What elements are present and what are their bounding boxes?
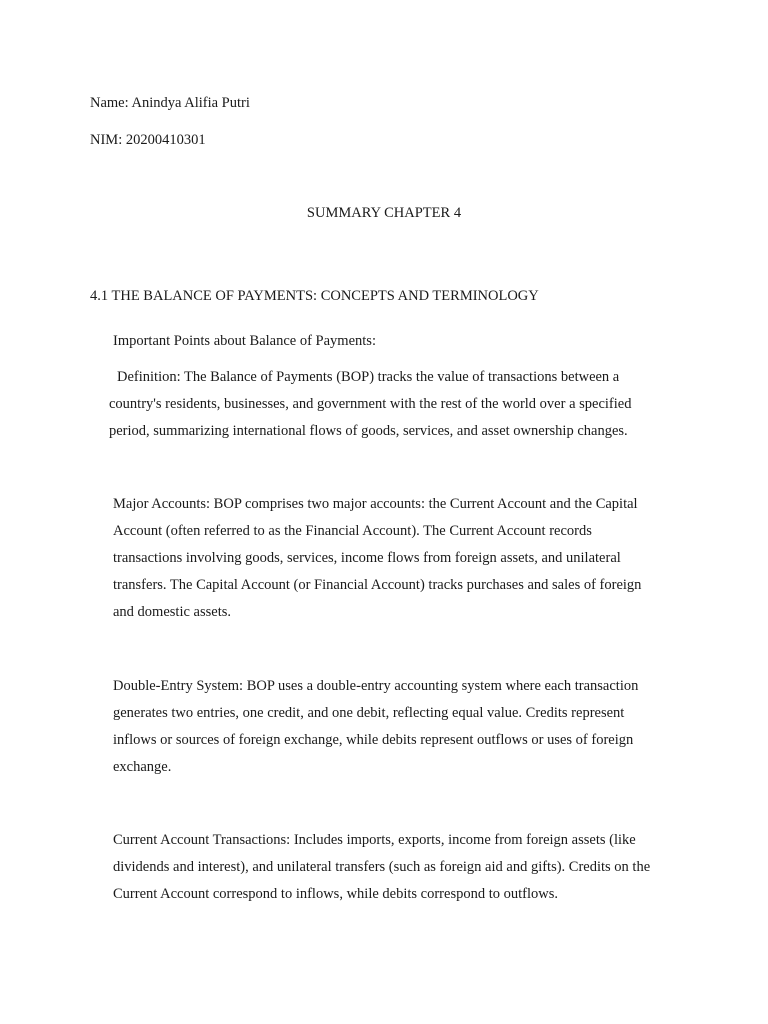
paragraph-line: inflows or sources of foreign exchange, while debits represent outflows or uses of foreign [113,732,634,748]
student-nim: NIM: 20200410301 [90,132,206,148]
section-heading: 4.1 THE BALANCE OF PAYMENTS: CONCEPTS AND TERMINOLOGY [90,288,539,304]
paragraph-line: generates two entries, one credit, and one debit, reflecting equal value. Credits represent [113,705,625,721]
paragraph-line: transfers. The Capital Account (or Financial Account) tracks purchases and sales of foreign [113,577,642,593]
paragraph-line: Account (often referred to as the Financial Account). The Current Account records [113,523,592,539]
paragraph-line: and domestic assets. [113,604,231,620]
paragraph-line: Current Account correspond to inflows, while debits correspond to outflows. [113,886,558,902]
paragraph-major-accounts [113,491,683,626]
document-title: SUMMARY CHAPTER 4 [306,205,462,221]
paragraph-line: Major Accounts: BOP comprises two major accounts: the Current Account and the Capital [113,496,638,512]
paragraph-current-account [113,827,683,908]
paragraph-double-entry [113,673,683,781]
paragraph-line: dividends and interest), and unilateral transfers (such as foreign aid and gifts). Credits on the [113,859,651,875]
points-heading: Important Points about Balance of Payments: [113,333,376,349]
paragraph-line: country's residents, businesses, and government with the rest of the world over a specified [109,396,632,412]
student-name: Name: Anindya Alifia Putri [90,95,250,111]
paragraph-line: transactions involving goods, services, income flows from foreign assets, and unilateral [113,550,621,566]
paragraph-line: Current Account Transactions: Includes imports, exports, income from foreign assets (like [113,832,636,848]
paragraph-definition [109,364,683,445]
paragraph-line: Double-Entry System: BOP uses a double-entry accounting system where each transaction [113,678,639,694]
paragraph-line: Definition: The Balance of Payments (BOP) tracks the value of transactions between a [117,369,620,385]
paragraph-line: period, summarizing international flows of goods, services, and asset ownership changes. [109,423,628,439]
paragraph-line: exchange. [113,759,172,775]
